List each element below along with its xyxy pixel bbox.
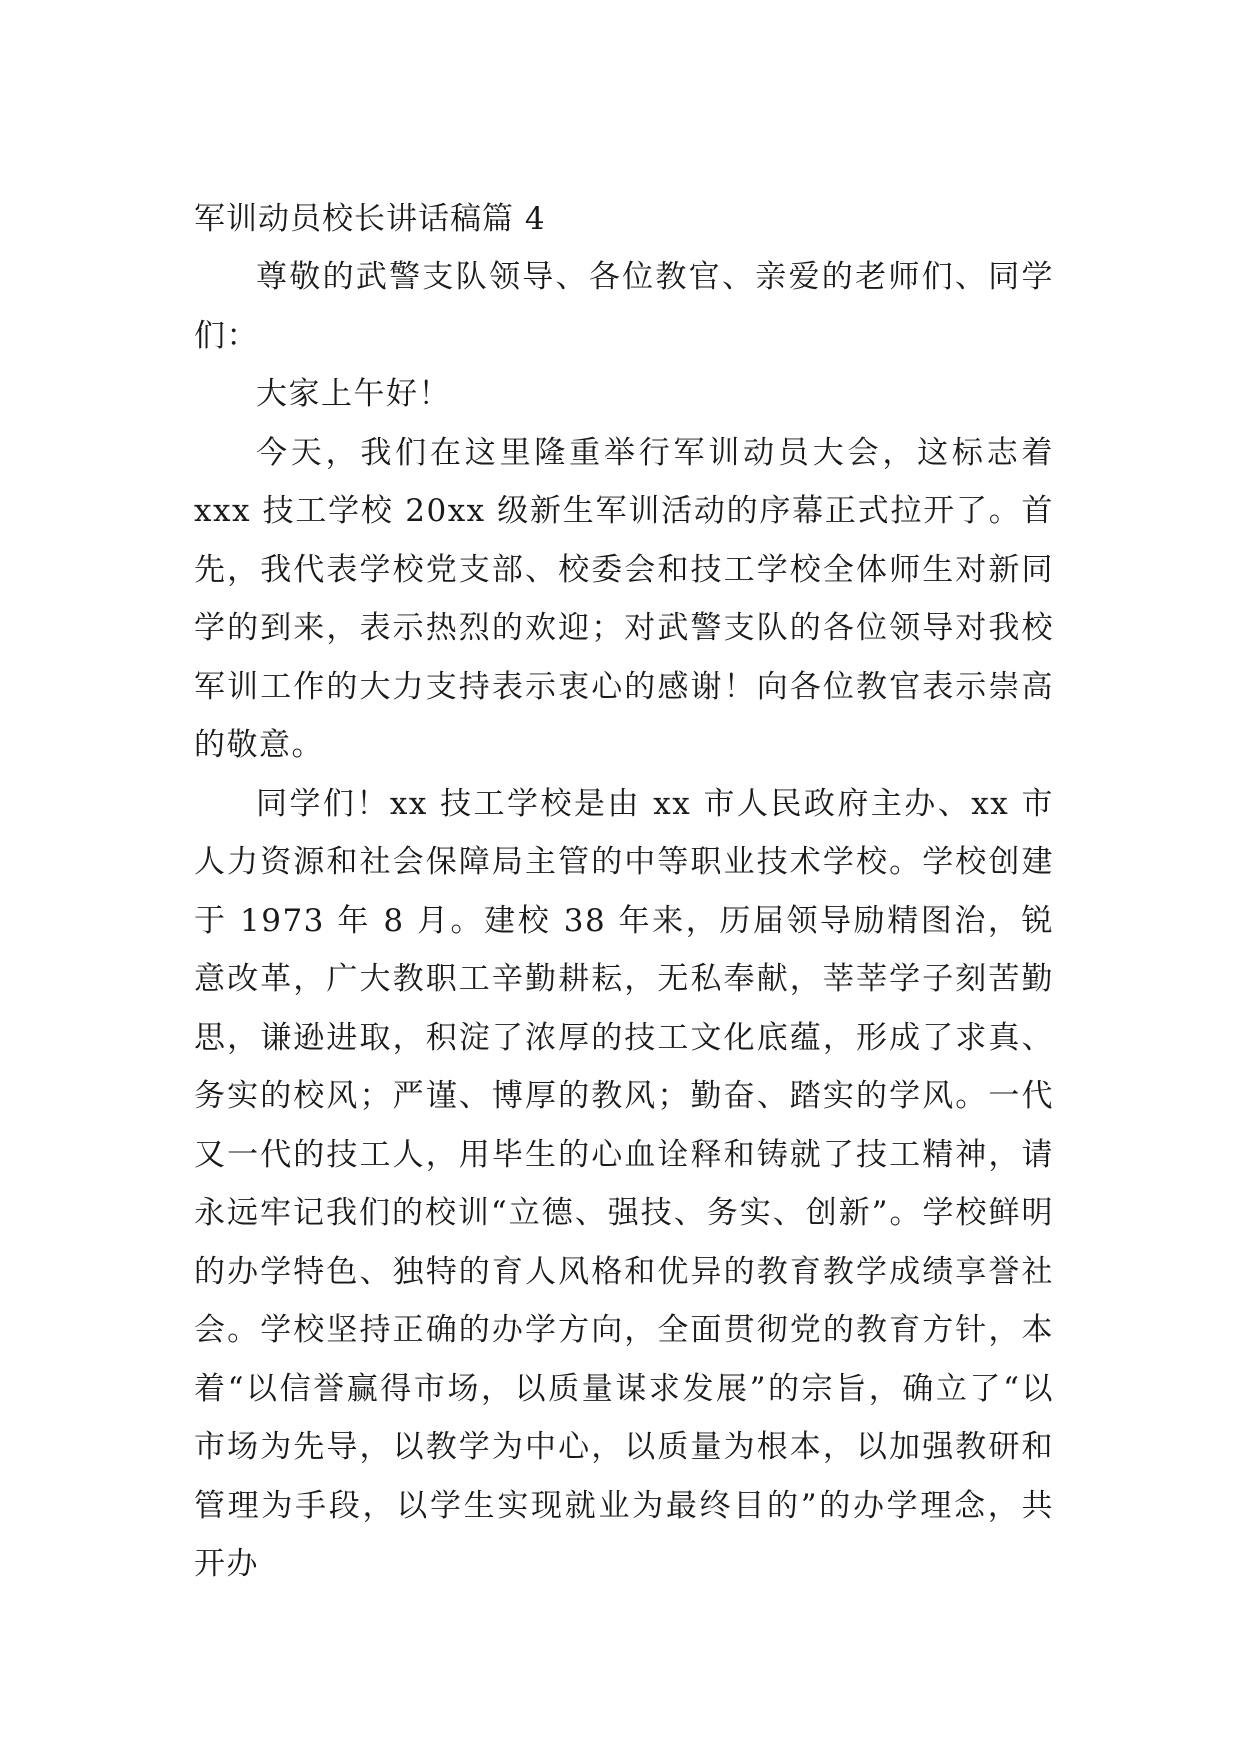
document-body bbox=[194, 190, 1054, 1594]
salutation-paragraph: 尊敬的武警支队领导、各位教官、亲爱的老师们、同学们： bbox=[194, 259, 1054, 354]
greeting-paragraph: 大家上午好！ bbox=[256, 376, 451, 412]
school-introduction-paragraph: 同学们！xx 技工学校是由 xx 市人民政府主办、xx 市人力资源和社会保障局主管的中等职业技术学校。学校创建于 1973 年 8 月。建校 38 年来，历届领导励精图治，锐意改革，广大教职工辛勤耕耘，无私奉献，莘莘学子刻苦勤思，谦逊进取，积淀了浓厚的技工文化底蕴，形成了求真、务实的校风；严谨、博厚的教风；勤奋、踏实的学风。一代又一代的技工人，用毕生的心血诠释和铸就了技工精神，请永远牢记我们的校训“立德、强技、务实、创新”。学校鲜明的办学特色、独特的育人风格和优异的教育教学成绩享誉社会。学校坚持正确的办学方向，全面贯彻党的教育方针，本着“以信誉赢得市场，以质量谋求发展”的宗旨，确立了“以市场为先导，以教学为中心，以质量为根本，以加强教研和管理为手段，以学生实现就业为最终目的”的办学理念，共开办 bbox=[194, 785, 1054, 1582]
document-title: 军训动员校长讲话稿篇 4 bbox=[194, 201, 546, 237]
opening-paragraph: 今天，我们在这里隆重举行军训动员大会，这标志着 xxx 技工学校 20xx 级新生军训活动的序幕正式拉开了。首先，我代表学校党支部、校委会和技工学校全体师生对新同学的到来，表示热烈的欢迎；对武警支队的各位领导对我校军训工作的大力支持表示衷心的感谢！向各位教官表示崇高的敬意。 bbox=[194, 434, 1054, 763]
